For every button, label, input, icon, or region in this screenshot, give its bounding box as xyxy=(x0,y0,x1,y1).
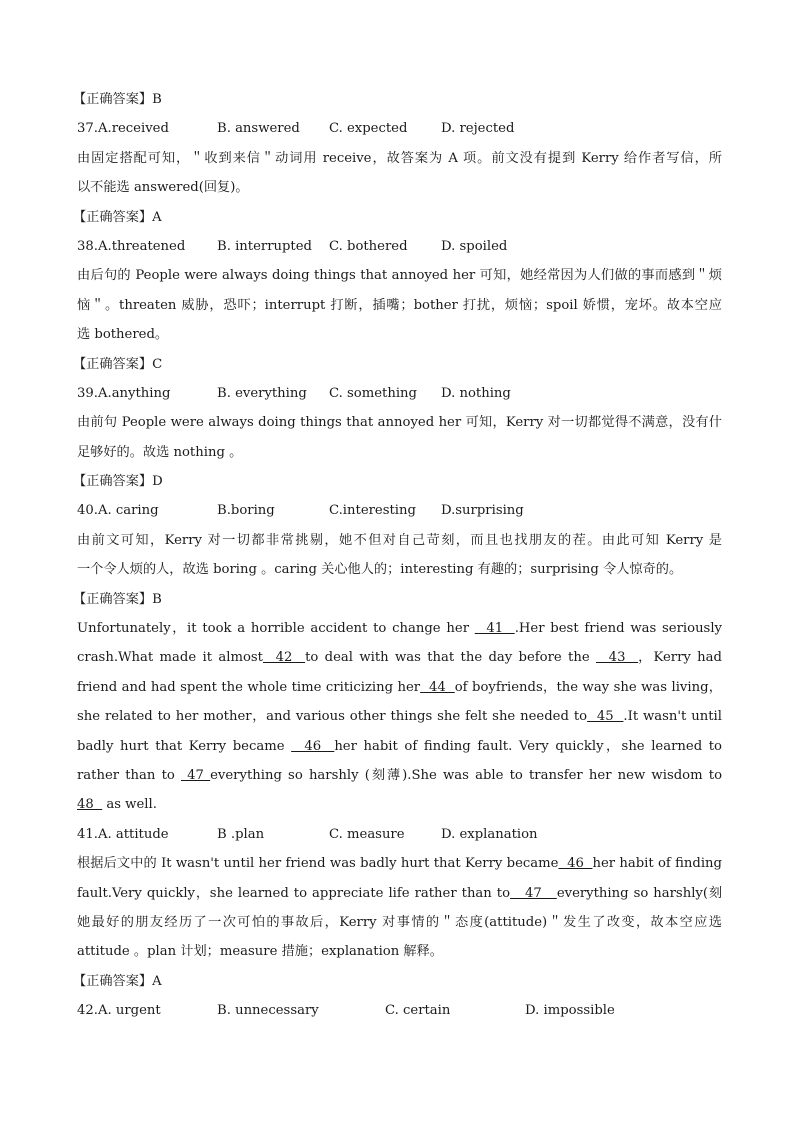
option-a: 38.A.threatened xyxy=(77,238,186,254)
option-c: C.interesting xyxy=(329,503,416,519)
option-a: 37.A.received xyxy=(77,121,169,137)
passage-text: everything so harshly (刻薄).She was able to transfer her new wisdom to xyxy=(210,767,722,783)
passage-text: 根据后文中的 It wasn't until her friend was badly hurt that Kerry became xyxy=(77,856,559,872)
blank-number: 47 xyxy=(510,885,557,901)
explanation-line: 以不能选 answered(回复)。 xyxy=(77,180,249,196)
blank-number: 46 xyxy=(291,738,335,754)
explanation-line: 选 bothered。 xyxy=(77,327,169,343)
passage-line xyxy=(77,643,722,672)
blank-number: 45 xyxy=(587,709,624,725)
passage-line xyxy=(77,849,722,878)
blank-number: 48 xyxy=(77,797,103,813)
option-d: D.surprising xyxy=(441,503,524,519)
passage-line xyxy=(77,673,722,702)
option-d: D. explanation xyxy=(441,826,538,842)
correct-answer-line: 【正确答案】B xyxy=(73,92,162,107)
option-b: B.boring xyxy=(217,503,275,519)
option-b: B. everything xyxy=(217,385,307,401)
option-b: B. answered xyxy=(217,121,300,137)
option-b: B. unnecessary xyxy=(217,1003,319,1019)
passage-line xyxy=(77,732,722,761)
option-a: 40.A. caring xyxy=(77,503,159,519)
passage-line xyxy=(77,614,722,643)
option-d: D. nothing xyxy=(441,385,511,401)
blank-number: 43 xyxy=(596,650,639,666)
passage-text: ，Kerry had xyxy=(638,650,722,666)
option-a: 42.A. urgent xyxy=(77,1003,161,1019)
correct-answer-line: 【正确答案】B xyxy=(73,591,162,607)
explanation-line: 一个令人烦的人，故选 boring 。caring 关心他人的；interesting 有趣的；surprising 令人惊奇的。 xyxy=(77,562,683,578)
explanation-line: attitude 。plan 计划；measure 措施；explanation 解释。 xyxy=(77,944,443,960)
option-d: D. spoiled xyxy=(441,238,508,254)
option-d: D. rejected xyxy=(441,121,515,137)
passage-text: she related to her mother，and various other things she felt she needed to xyxy=(77,709,588,725)
blank-number: 44 xyxy=(420,679,455,695)
passage-text: .It wasn't until xyxy=(623,709,722,725)
question-options xyxy=(77,496,722,525)
passage-text: as well. xyxy=(102,797,157,813)
explanation-line: 她最好的朋友经历了一次可怕的事故后，Kerry 对事情的＂态度(attitude)＂发生了改变，故本空应选 xyxy=(77,914,722,930)
passage-text: rather than to xyxy=(77,767,181,783)
passage-line xyxy=(77,879,722,908)
passage-text: crash.What made it almost xyxy=(77,650,263,666)
question-options xyxy=(77,996,722,1025)
explanation-line: 恼＂。threaten 威胁，恐吓；interrupt 打断，插嘴；bother 打扰，烦恼；spoil 娇惯，宠坏。故本空应 xyxy=(77,297,722,313)
option-c: C. certain xyxy=(385,1003,451,1019)
correct-answer-line: 【正确答案】A xyxy=(73,973,162,989)
passage-text: to deal with was that the day before the xyxy=(305,650,596,666)
passage-text: everything so harshly(刻 xyxy=(556,885,722,901)
question-options xyxy=(77,379,722,408)
explanation-line: 由前句 People were always doing things that annoyed her 可知，Kerry 对一切都觉得不满意，没有什 xyxy=(77,415,722,431)
explanation-line: 由后句的 People were always doing things that annoyed her 可知，她经常因为人们做的事而感到＂烦 xyxy=(77,268,722,284)
option-d: D. impossible xyxy=(525,1003,615,1019)
explanation-line: 足够好的。故选 nothing 。 xyxy=(77,444,243,460)
explanation-line: 由前文可知，Kerry 对一切都非常挑剔，她不但对自己苛刻，而且也找朋友的茬。由此可知 Kerry 是 xyxy=(77,532,722,548)
passage-text: friend and had spent the whole time criticizing her xyxy=(77,679,421,695)
question-options xyxy=(77,820,722,849)
option-c: C. measure xyxy=(329,826,405,842)
blank-number: 42 xyxy=(262,650,306,666)
passage-text: her habit of finding xyxy=(592,856,722,872)
blank-number: 46 xyxy=(558,856,593,872)
option-c: C. expected xyxy=(329,121,408,137)
passage-text: her habit of finding fault. Very quickly，she learned to xyxy=(334,738,722,754)
correct-answer-line: 【正确答案】D xyxy=(73,474,163,490)
passage-text: of boyfriends，the way she was living， xyxy=(454,679,722,695)
passage-text: Unfortunately，it took a horrible accident to change her xyxy=(77,621,475,637)
passage-line xyxy=(77,702,722,731)
correct-answer-line: 【正确答案】C xyxy=(73,356,163,372)
option-b: B. interrupted xyxy=(217,238,312,254)
blank-number: 47 xyxy=(180,767,211,783)
correct-answer-line: 【正确答案】A xyxy=(73,209,162,225)
passage-line xyxy=(77,790,722,819)
option-b: B .plan xyxy=(217,826,265,842)
passage-line xyxy=(77,761,722,790)
question-options xyxy=(77,114,722,143)
explanation-line: 由固定搭配可知，＂收到来信＂动词用 receive，故答案为 A 项。前文没有提到 Kerry 给作者写信，所 xyxy=(77,150,722,166)
question-options xyxy=(77,232,722,261)
passage-text: fault.Very quickly，she learned to appreciate life rather than to xyxy=(77,885,511,901)
option-c: C. something xyxy=(329,385,417,401)
option-a: 41.A. attitude xyxy=(77,826,169,842)
passage-text: badly hurt that Kerry became xyxy=(77,738,292,754)
document-page xyxy=(73,85,722,1026)
option-c: C. bothered xyxy=(329,238,408,254)
blank-number: 41 xyxy=(474,621,515,637)
option-a: 39.A.anything xyxy=(77,385,171,401)
passage-text: .Her best friend was seriously xyxy=(514,621,722,637)
